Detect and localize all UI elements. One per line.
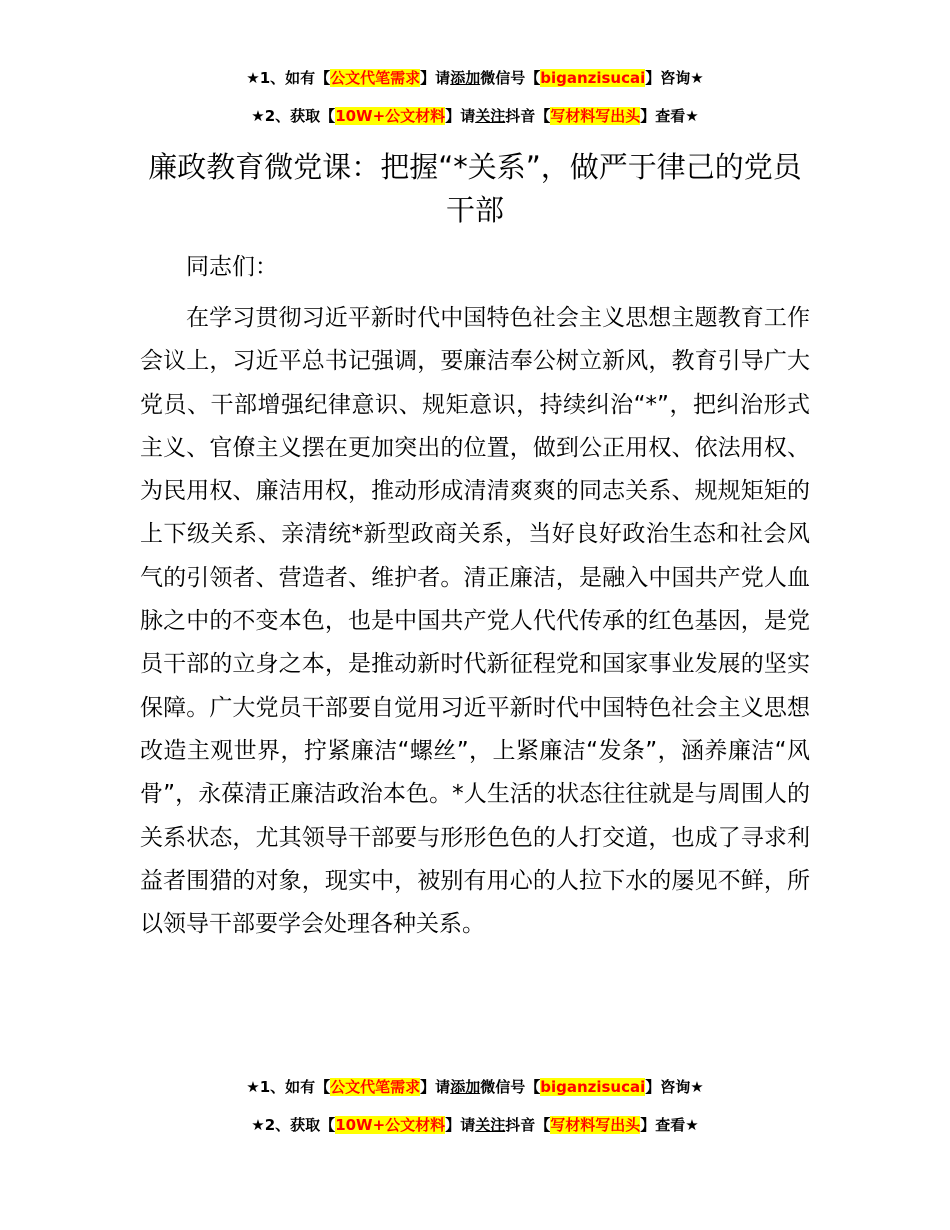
ad-suffix: 】查看★ bbox=[640, 107, 699, 125]
ad-text: 抖音【 bbox=[505, 107, 551, 125]
footer-ad-line-1 bbox=[0, 1076, 950, 1098]
ad-highlight-service: 公文代笔需求 bbox=[330, 69, 421, 87]
ad-text: 】请 bbox=[420, 69, 451, 87]
ad-underlined-add: 添加 bbox=[450, 69, 481, 87]
ad-underlined-add: 添加 bbox=[450, 1078, 481, 1096]
ad-prefix: ★2、获取【 bbox=[251, 107, 336, 125]
body-paragraph: 在学习贯彻习近平新时代中国特色社会主义思想主题教育工作会议上，习近平总书记强调，要廉洁奉公树立新风，教育引导广大党员、干部增强纪律意识、规矩意识，持续纠治“*”，把纠治形式主义、官僚主义摆在更加突出的位置，做到公正用权、依法用权、为民用权、廉洁用权，推动形成清清爽爽的同志关系、规规矩矩的上下级关系、亲清统*新型政商关系，当好良好政治生态和社会风气的引领者、营造者、维护者。清正廉洁，是融入中国共产党人血脉之中的不变本色，也是中国共产党人代代传承的红色基因，是党员干部的立身之本，是推动新时代新征程党和国家事业发展的坚实保障。广大党员干部要自觉用习近平新时代中国特色社会主义思想改造主观世界，拧紧廉洁“螺丝”，上紧廉洁“发条”，涵养廉洁“风骨”，永葆清正廉洁政治本色。*人生活的状态往往就是与周围人的关系状态，尤其领导干部要与形形色色的人打交道，也成了寻求利益者围猎的对象，现实中，被别有用心的人拉下水的屡见不鲜，所以领导干部要学会处理各种关系。 bbox=[140, 305, 810, 938]
ad-text: 抖音【 bbox=[505, 1116, 551, 1134]
ad-highlight-douyin-id: 写材料写出头 bbox=[550, 1116, 641, 1134]
ad-prefix: ★1、如有【 bbox=[246, 69, 331, 87]
ad-highlight-service: 公文代笔需求 bbox=[330, 1078, 421, 1096]
ad-underlined-follow: 关注 bbox=[475, 1116, 506, 1134]
document-title: 廉政教育微党课：把握“*关系”，做严于律己的党员干部 bbox=[148, 150, 802, 227]
salutation: 同志们： bbox=[186, 254, 278, 280]
ad-highlight-wechat-id: biganzisucai bbox=[540, 1078, 646, 1096]
header-ad-line-2 bbox=[0, 105, 950, 127]
footer-ad-line-2 bbox=[0, 1114, 950, 1136]
ad-text: 微信号【 bbox=[480, 69, 541, 87]
ad-underlined-follow: 关注 bbox=[475, 107, 506, 125]
ad-highlight-materials: 10W+公文材料 bbox=[335, 1116, 446, 1134]
ad-prefix: ★1、如有【 bbox=[246, 1078, 331, 1096]
ad-suffix: 】查看★ bbox=[640, 1116, 699, 1134]
ad-highlight-douyin-id: 写材料写出头 bbox=[550, 107, 641, 125]
ad-text: 】请 bbox=[420, 1078, 451, 1096]
ad-text: 】请 bbox=[445, 107, 476, 125]
ad-text: 微信号【 bbox=[480, 1078, 541, 1096]
header-ad-line-1 bbox=[0, 67, 950, 89]
ad-suffix: 】咨询★ bbox=[645, 1078, 704, 1096]
ad-text: 】请 bbox=[445, 1116, 476, 1134]
ad-suffix: 】咨询★ bbox=[645, 69, 704, 87]
ad-prefix: ★2、获取【 bbox=[251, 1116, 336, 1134]
ad-highlight-wechat-id: biganzisucai bbox=[540, 69, 646, 87]
ad-highlight-materials: 10W+公文材料 bbox=[335, 107, 446, 125]
